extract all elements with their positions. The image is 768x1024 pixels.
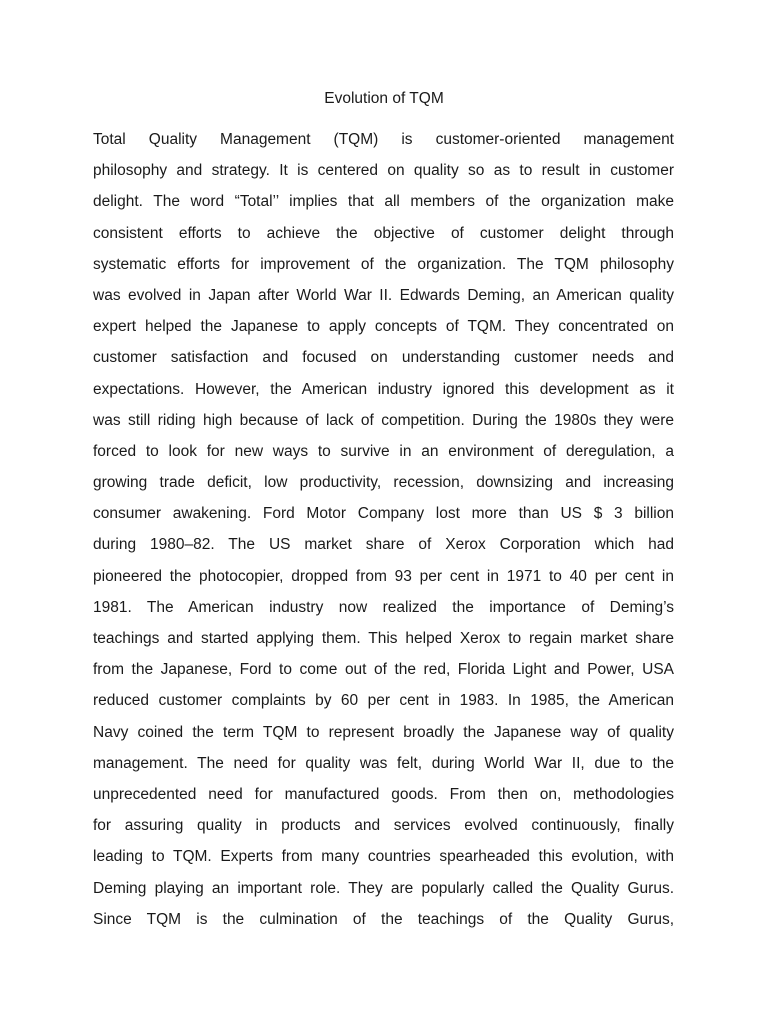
body-text-line: was still riding high because of lack of competition. During the 1980s they were	[93, 411, 674, 429]
body-text-line: forced to look for new ways to survive in an environment of deregulation, a	[93, 442, 674, 460]
body-text-line: philosophy and strategy. It is centered on quality so as to result in customer	[93, 162, 674, 180]
body-text-line: Navy coined the term TQM to represent broadly the Japanese way of quality	[93, 723, 674, 741]
body-text-line: consistent efforts to achieve the objective of customer delight through	[93, 224, 674, 242]
body-text-line: growing trade deficit, low productivity, recession, downsizing and increasing	[93, 474, 674, 492]
body-text-line: during 1980–82. The US market share of Xerox Corporation which had	[93, 536, 674, 554]
body-text-line: expectations. However, the American industry ignored this development as it	[93, 380, 674, 398]
body-text-line: for assuring quality in products and services evolved continuously, finally	[93, 817, 674, 835]
body-text-line: 1981. The American industry now realized the importance of Deming’s	[93, 598, 674, 616]
document-title: Evolution of TQM	[324, 90, 444, 107]
body-text-line: Total Quality Management (TQM) is customer-oriented management	[93, 131, 674, 148]
body-text-line: consumer awakening. Ford Motor Company lost more than US $ 3 billion	[93, 505, 674, 523]
body-text-line: teachings and started applying them. This helped Xerox to regain market share	[93, 630, 674, 647]
body-text-line: Since TQM is the culmination of the teachings of the Quality Gurus,	[93, 910, 674, 928]
body-text-line: systematic efforts for improvement of the organization. The TQM philosophy	[93, 255, 674, 273]
body-text-line: management. The need for quality was felt, during World War II, due to the	[93, 754, 674, 772]
body-text-line: expert helped the Japanese to apply concepts of TQM. They concentrated on	[93, 318, 674, 336]
body-text-line: Deming playing an important role. They are popularly called the Quality Gurus.	[93, 879, 674, 897]
body-text-line: leading to TQM. Experts from many countries spearheaded this evolution, with	[93, 848, 674, 866]
body-text-line: customer satisfaction and focused on understanding customer needs and	[93, 349, 674, 367]
body-text-line: was evolved in Japan after World War II. Edwards Deming, an American quality	[93, 286, 674, 304]
document-body	[93, 124, 674, 935]
body-text-line: unprecedented need for manufactured goods. From then on, methodologies	[93, 785, 674, 803]
body-text-line: delight. The word “Total’’ implies that all members of the organization make	[93, 193, 674, 211]
body-text-line: pioneered the photocopier, dropped from 93 per cent in 1971 to 40 per cent in	[93, 567, 674, 585]
body-text-line: from the Japanese, Ford to come out of the red, Florida Light and Power, USA	[93, 661, 674, 679]
body-text-line: reduced customer complaints by 60 per cent in 1983. In 1985, the American	[93, 692, 674, 710]
